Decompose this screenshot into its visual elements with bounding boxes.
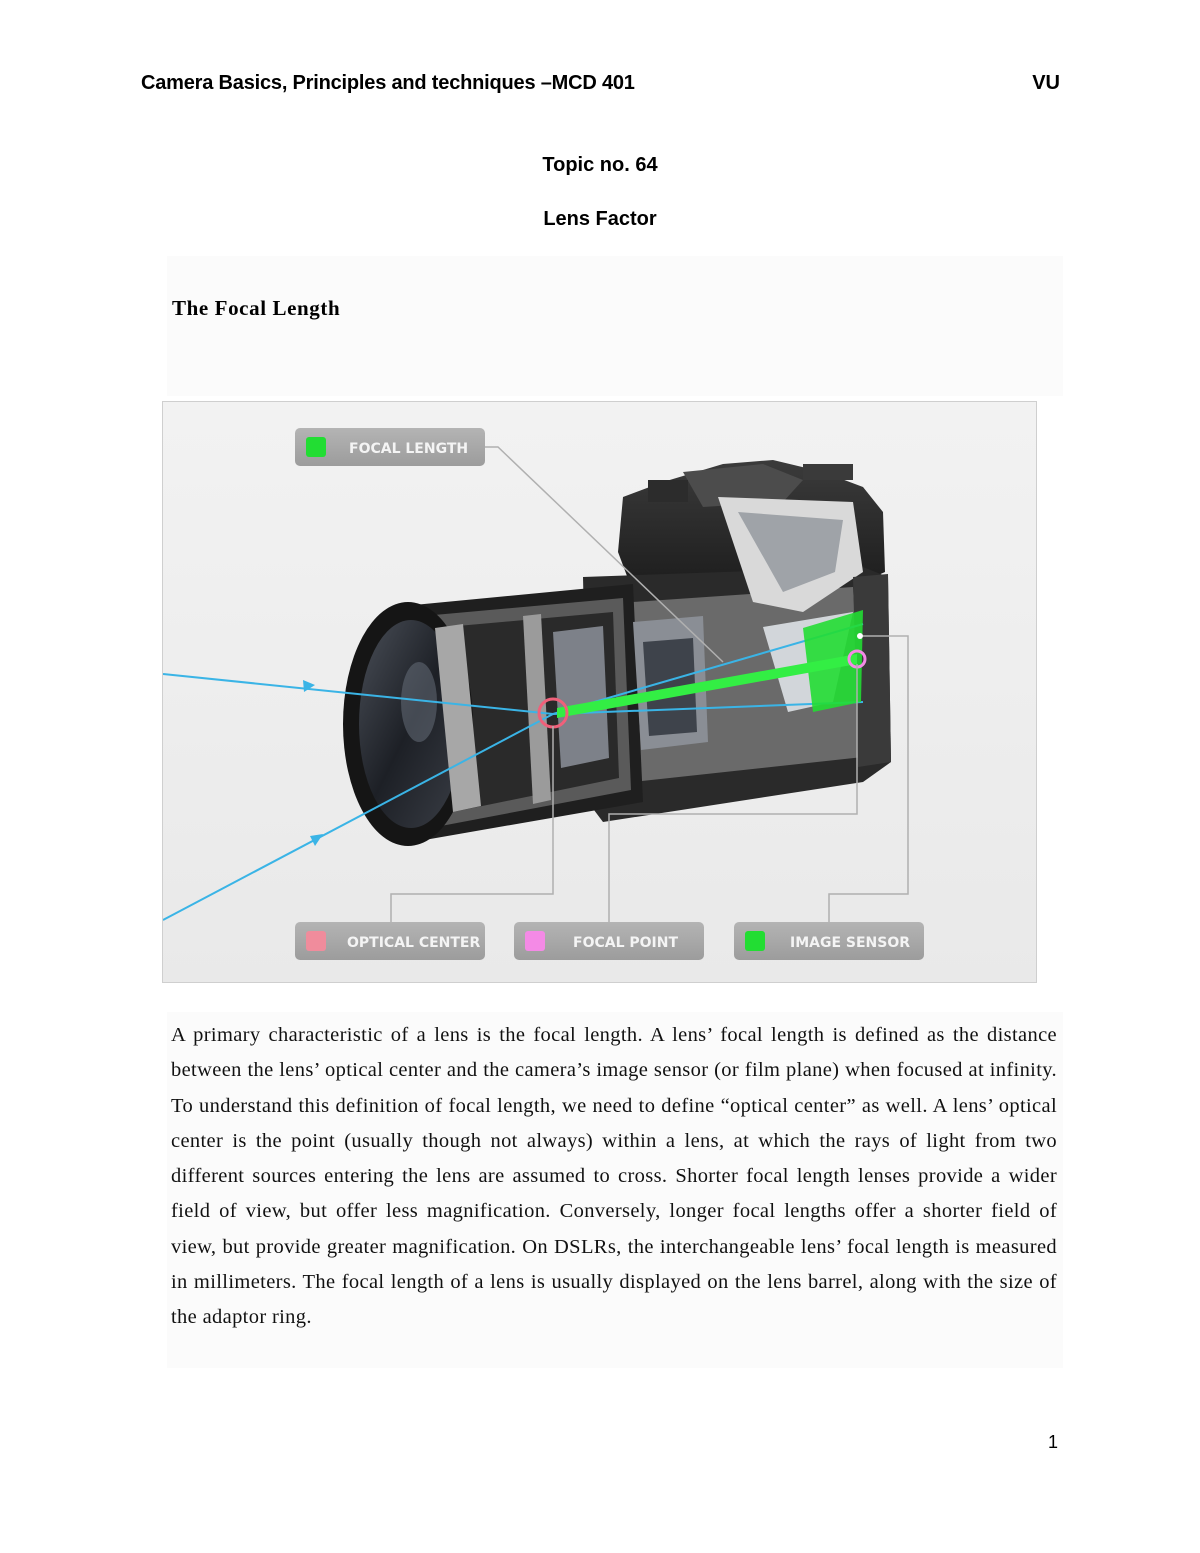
camera-cutaway-figure	[162, 401, 1037, 983]
focal-length-label	[295, 428, 485, 466]
institution-header: VU	[1032, 72, 1060, 94]
focal-point-label	[514, 922, 704, 960]
image-sensor-label-text: IMAGE SENSOR	[790, 935, 911, 951]
optical-center-label	[295, 922, 485, 960]
focal-point-dot	[857, 633, 863, 639]
image-sensor-label	[734, 922, 924, 960]
page-number: 1	[1047, 1432, 1058, 1452]
focal-point-label-text: FOCAL POINT	[573, 935, 679, 951]
section-heading-background	[167, 256, 1063, 396]
course-header: Camera Basics, Principles and techniques –MCD 401	[141, 72, 635, 94]
camera-cutaway-diagram	[163, 402, 1037, 983]
body-paragraph: A primary characteristic of a lens is the focal length. A lens’ focal length is defined as the distance between the lens’ optical center and the camera’s image sensor (or film plane) when focused at infinity. To understand this definition of focal length, we need to define “optical center” as well. A lens’ optical center is the point (usually though not always) within a lens, at which the rays of light from two different sources entering the lens are assumed to cross. Shorter focal length lenses provide a wider field of view, but offer less magnification. Conversely, longer focal lengths offer a shorter field of view, but provide greater magnification. On DSLRs, the interchangeable lens’ focal length is measured in millimeters. The focal length of a lens is usually displayed on the lens barrel, along with the size of the adaptor ring.	[171, 1024, 1057, 1329]
focal-length-label-text: FOCAL LENGTH	[349, 441, 469, 457]
section-heading: The Focal Length	[172, 296, 341, 320]
optical-center-label-text: OPTICAL CENTER	[347, 935, 481, 951]
topic-number: Topic no. 64	[542, 154, 658, 176]
topic-title: Lens Factor	[543, 208, 657, 230]
